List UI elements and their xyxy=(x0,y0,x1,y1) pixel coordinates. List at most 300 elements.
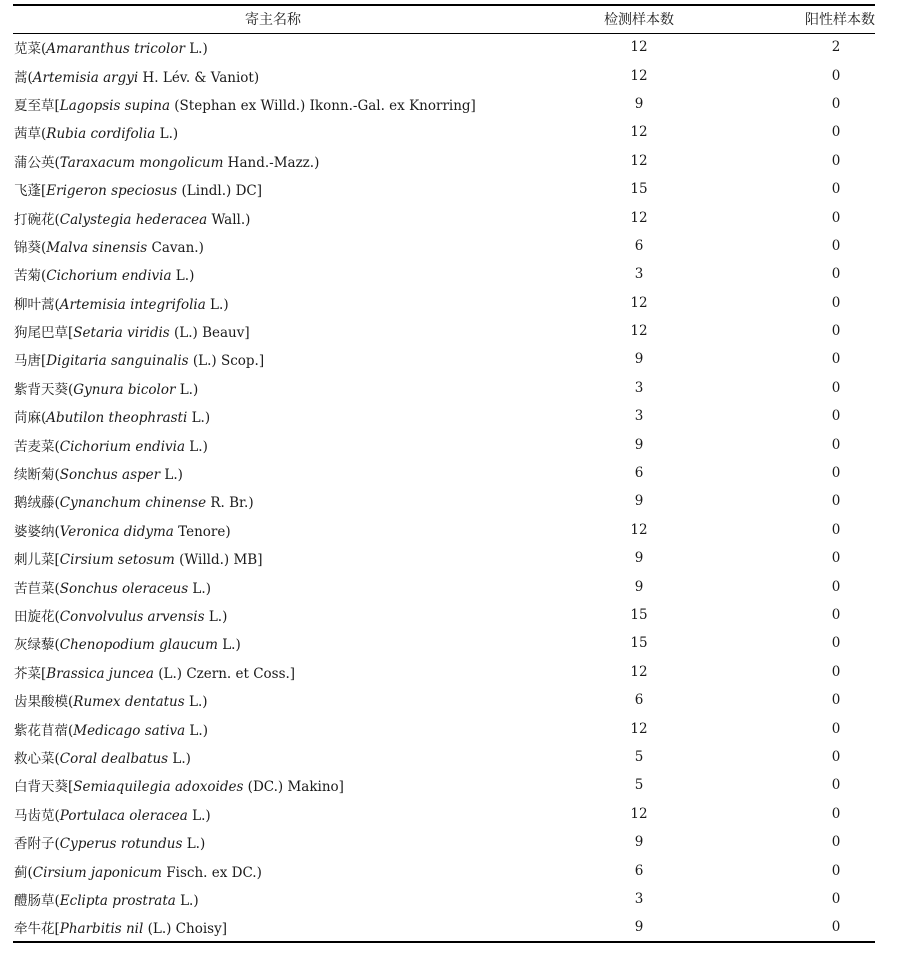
host-chinese-name: 苦麦菜 xyxy=(14,438,55,455)
positive-count-cell xyxy=(745,118,875,146)
host-name-cell xyxy=(13,118,533,146)
table-row xyxy=(13,289,875,317)
close-bracket: ] xyxy=(257,552,263,569)
positive-count-cell xyxy=(745,147,875,175)
open-bracket: ( xyxy=(54,296,60,313)
host-scientific-name: Abutilon theophrasti xyxy=(46,410,188,427)
open-bracket: [ xyxy=(41,183,47,200)
positive-count-value: 0 xyxy=(831,152,841,169)
close-bracket: ) xyxy=(222,609,228,625)
positive-count-cell xyxy=(745,629,875,657)
host-name-cell xyxy=(13,203,533,231)
host-authority: L. xyxy=(185,722,203,739)
host-authority: L. xyxy=(205,296,224,313)
host-chinese-name: 蓟 xyxy=(14,864,28,881)
positive-count-value: 0 xyxy=(831,493,841,510)
open-bracket: [ xyxy=(68,779,74,796)
positive-count-cell xyxy=(745,714,875,742)
host-authority: L. xyxy=(175,381,193,398)
tested-count-cell: 5 xyxy=(634,777,644,794)
host-scientific-name: Rubia cordifolia xyxy=(46,126,156,143)
open-bracket: ( xyxy=(54,580,60,597)
host-scientific-name: Taraxacum mongolicum xyxy=(59,154,224,171)
tested-count-cell: 6 xyxy=(634,465,644,482)
table-row xyxy=(13,544,875,572)
host-scientific-name: Calystegia hederacea xyxy=(59,211,208,228)
open-bracket: ( xyxy=(41,41,47,58)
host-chinese-name: 香附子 xyxy=(14,836,55,853)
table-row xyxy=(13,402,875,430)
positive-count-value: 0 xyxy=(831,266,841,283)
host-authority: (Stephan ex Willd.) Ikonn.-Gal. ex Knorring xyxy=(170,97,471,114)
positive-count-cell xyxy=(745,743,875,771)
table-row xyxy=(13,885,875,913)
host-name-cell xyxy=(13,90,533,118)
positive-count-cell xyxy=(745,487,875,515)
host-authority: Wall. xyxy=(207,211,246,228)
host-name-cell xyxy=(13,33,533,61)
table-row xyxy=(13,459,875,487)
host-authority: L. xyxy=(187,410,205,427)
open-bracket: ( xyxy=(68,694,74,711)
close-bracket: ) xyxy=(205,807,211,824)
close-bracket: ) xyxy=(202,722,208,739)
close-bracket: ) xyxy=(185,750,191,767)
tested-count-cell: 9 xyxy=(634,351,644,368)
tested-count-cell: 15 xyxy=(630,181,648,198)
host-chinese-name: 飞蓬 xyxy=(14,183,41,200)
table-row xyxy=(13,913,875,941)
host-authority: L. xyxy=(185,438,203,455)
positive-count-value: 0 xyxy=(831,720,841,737)
table-row xyxy=(13,572,875,600)
positive-count-value: 0 xyxy=(831,209,841,226)
host-authority: Hand.-Mazz. xyxy=(223,154,315,171)
host-scientific-name: Sonchus oleraceus xyxy=(59,580,189,597)
host-name-cell xyxy=(13,544,533,572)
open-bracket: [ xyxy=(41,353,47,370)
positive-count-value: 0 xyxy=(831,918,841,935)
close-bracket: ) xyxy=(199,836,206,853)
host-authority: L. xyxy=(187,807,206,824)
host-authority: L. xyxy=(188,580,206,597)
host-chinese-name: 蒲公英 xyxy=(14,154,55,171)
host-chinese-name: 马唐 xyxy=(14,353,41,370)
host-scientific-name: Cynanchum chinense xyxy=(59,495,207,512)
close-bracket: ) xyxy=(204,410,211,427)
header-tested-count: 检测样本数 xyxy=(533,5,745,33)
open-bracket: ( xyxy=(41,239,47,256)
positive-count-value: 0 xyxy=(831,862,841,879)
open-bracket: ( xyxy=(54,211,60,228)
positive-count-cell xyxy=(745,658,875,686)
host-scientific-name: Veronica didyma xyxy=(59,523,174,540)
positive-count-cell xyxy=(745,175,875,203)
table-row xyxy=(13,260,875,288)
tested-count-cell: 5 xyxy=(634,748,644,765)
tested-count-cell: 12 xyxy=(630,39,648,56)
close-bracket: ] xyxy=(256,183,263,200)
open-bracket: [ xyxy=(54,97,60,114)
close-bracket: ) xyxy=(225,523,231,540)
host-authority: L. xyxy=(217,637,236,654)
positive-count-cell xyxy=(745,459,875,487)
host-scientific-name: Semiaquilegia adoxoides xyxy=(73,779,244,796)
positive-count-value: 0 xyxy=(831,635,841,652)
positive-count-cell xyxy=(745,402,875,430)
tested-count-cell: 12 xyxy=(630,294,648,311)
open-bracket: ( xyxy=(27,864,33,881)
close-bracket: ] xyxy=(470,97,476,114)
close-bracket: ] xyxy=(221,920,227,937)
host-chinese-name: 婆婆纳 xyxy=(14,523,55,540)
table-row xyxy=(13,771,875,799)
host-authority: (L.) Czern. et Coss. xyxy=(153,665,290,682)
host-name-cell xyxy=(13,487,533,515)
open-bracket: [ xyxy=(54,552,60,569)
host-name-cell xyxy=(13,430,533,458)
tested-count-cell: 9 xyxy=(634,550,644,567)
table-body xyxy=(13,33,875,942)
table-row xyxy=(13,487,875,515)
host-authority: Tenore xyxy=(173,523,226,540)
table-row xyxy=(13,118,875,146)
positive-count-value: 0 xyxy=(831,379,841,396)
host-name-cell xyxy=(13,374,533,402)
positive-count-cell xyxy=(745,686,875,714)
open-bracket: ( xyxy=(54,609,60,625)
tested-count-cell: 9 xyxy=(533,913,745,941)
positive-count-value: 0 xyxy=(831,777,841,794)
table-row xyxy=(13,374,875,402)
host-chinese-name: 灰绿藜 xyxy=(14,637,55,654)
host-name-cell xyxy=(13,828,533,856)
header-positive-count: 阳性样本数 xyxy=(745,5,875,33)
close-bracket: ) xyxy=(205,580,211,597)
host-scientific-name: Amaranthus tricolor xyxy=(46,41,185,58)
host-scientific-name: Erigeron speciosus xyxy=(46,183,178,200)
host-scientific-name: Lagopsis supina xyxy=(59,97,170,114)
tested-count-cell: 3 xyxy=(634,379,644,396)
positive-count-value: 0 xyxy=(831,748,841,765)
host-chinese-name: 续断菊 xyxy=(14,467,55,484)
host-sample-table-container xyxy=(13,4,875,943)
host-chinese-name: 狗尾巴草 xyxy=(14,325,68,342)
positive-count-cell xyxy=(745,232,875,260)
table-row xyxy=(13,743,875,771)
host-name-cell xyxy=(13,402,533,430)
tested-count-cell: 9 xyxy=(634,95,644,112)
close-bracket: ) xyxy=(253,69,260,86)
positive-count-cell xyxy=(745,856,875,884)
tested-count-cell: 12 xyxy=(630,663,648,680)
host-scientific-name: Pharbitis nil xyxy=(59,920,144,937)
close-bracket: ) xyxy=(245,211,251,228)
host-scientific-name: Brassica juncea xyxy=(46,665,154,682)
tested-count-cell: 3 xyxy=(634,408,644,425)
close-bracket: ) xyxy=(177,467,183,484)
positive-count-value: 0 xyxy=(831,578,841,595)
table-row xyxy=(13,714,875,742)
positive-count-cell xyxy=(745,885,875,913)
host-authority: L. xyxy=(182,836,200,853)
tested-count-cell: 9 xyxy=(634,436,644,453)
host-chinese-name: 苘麻 xyxy=(14,410,41,427)
positive-count-cell xyxy=(745,61,875,89)
close-bracket: ] xyxy=(244,325,250,342)
table-row xyxy=(13,828,875,856)
close-bracket: ) xyxy=(193,892,199,909)
host-chinese-name: 马齿苋 xyxy=(14,807,55,824)
open-bracket: ( xyxy=(41,126,47,143)
open-bracket: ( xyxy=(54,523,60,540)
tested-count-cell: 6 xyxy=(634,692,644,709)
host-authority: L. xyxy=(155,126,173,143)
host-scientific-name: Cirsium setosum xyxy=(59,552,175,569)
host-name-cell xyxy=(13,572,533,600)
host-chinese-name: 紫花苜蓿 xyxy=(14,722,68,739)
tested-count-cell: 9 xyxy=(634,493,644,510)
table-row xyxy=(13,658,875,686)
positive-count-cell xyxy=(745,913,875,941)
positive-count-cell xyxy=(745,374,875,402)
close-bracket: ] xyxy=(338,779,344,796)
positive-count-cell xyxy=(745,345,875,373)
close-bracket: ] xyxy=(289,665,296,682)
positive-count-cell xyxy=(745,317,875,345)
table-row xyxy=(13,516,875,544)
open-bracket: [ xyxy=(54,920,60,937)
tested-count-cell: 6 xyxy=(634,862,644,879)
table-row xyxy=(13,203,875,231)
host-sample-table xyxy=(13,4,875,943)
positive-count-cell xyxy=(745,516,875,544)
open-bracket: [ xyxy=(41,665,47,682)
positive-count-value: 0 xyxy=(831,550,841,567)
close-bracket: ) xyxy=(198,239,204,256)
host-name-cell xyxy=(13,516,533,544)
host-name-cell xyxy=(13,629,533,657)
open-bracket: ( xyxy=(54,438,60,455)
tested-count-cell: 15 xyxy=(630,607,648,623)
host-name-cell xyxy=(13,345,533,373)
positive-count-value: 0 xyxy=(831,465,841,482)
host-authority: (Willd.) MB xyxy=(174,552,258,569)
open-bracket: ( xyxy=(41,410,47,427)
positive-count-value: 0 xyxy=(831,436,841,453)
host-scientific-name: Convolvulus arvensis xyxy=(59,609,205,625)
host-name-cell xyxy=(13,61,533,89)
table-row xyxy=(13,601,875,629)
open-bracket: ( xyxy=(54,750,60,767)
host-authority: L. xyxy=(184,41,203,58)
open-bracket: ( xyxy=(54,154,60,171)
host-name-cell xyxy=(13,913,533,941)
positive-count-cell xyxy=(745,771,875,799)
tested-count-cell: 3 xyxy=(634,266,644,283)
host-scientific-name: Coral dealbatus xyxy=(59,750,169,767)
open-bracket: ( xyxy=(68,722,74,739)
tested-count-cell: 15 xyxy=(630,635,648,652)
host-chinese-name: 蒿 xyxy=(14,69,28,86)
positive-count-cell xyxy=(745,800,875,828)
positive-count-cell xyxy=(745,430,875,458)
table-row xyxy=(13,175,875,203)
table-row xyxy=(13,345,875,373)
host-name-cell xyxy=(13,743,533,771)
positive-count-value: 0 xyxy=(831,323,841,340)
positive-count-cell xyxy=(745,572,875,600)
positive-count-value: 2 xyxy=(831,39,841,56)
tested-count-cell: 9 xyxy=(634,578,644,595)
host-chinese-name: 醴肠草 xyxy=(14,892,55,909)
host-name-cell xyxy=(13,232,533,260)
host-authority: H. Lév. & Vaniot xyxy=(138,69,254,86)
host-authority: L. xyxy=(175,892,194,909)
host-name-cell xyxy=(13,459,533,487)
host-scientific-name: Setaria viridis xyxy=(73,325,170,342)
positive-count-cell xyxy=(745,828,875,856)
table-row xyxy=(13,61,875,89)
close-bracket: ) xyxy=(192,381,199,398)
open-bracket: ( xyxy=(54,836,60,853)
tested-count-cell: 3 xyxy=(634,890,644,907)
tested-count-cell: 9 xyxy=(634,834,644,851)
host-scientific-name: Cichorium endivia xyxy=(59,438,186,455)
positive-count-value: 0 xyxy=(831,834,841,851)
host-chinese-name: 紫背天葵 xyxy=(14,381,68,398)
host-chinese-name: 救心菜 xyxy=(14,750,55,767)
table-row xyxy=(13,33,875,61)
header-host-name: 寄主名称 xyxy=(13,5,533,33)
host-authority: Fisch. ex DC. xyxy=(162,864,257,881)
host-chinese-name: 鹅绒藤 xyxy=(14,495,55,512)
open-bracket: ( xyxy=(54,807,60,824)
close-bracket: ) xyxy=(248,495,254,512)
table-row xyxy=(13,856,875,884)
host-chinese-name: 刺儿菜 xyxy=(14,552,55,569)
host-authority: R. Br. xyxy=(206,495,249,512)
close-bracket: ) xyxy=(223,296,229,313)
positive-count-value: 0 xyxy=(831,351,841,368)
positive-count-value: 0 xyxy=(831,95,841,112)
positive-count-value: 0 xyxy=(831,181,841,198)
host-authority: (L.) Scop. xyxy=(188,353,259,370)
host-authority: (L.) Choisy xyxy=(143,920,222,937)
host-chinese-name: 锦葵 xyxy=(14,239,41,256)
host-scientific-name: Cyperus rotundus xyxy=(59,836,183,853)
tested-count-cell: 12 xyxy=(630,152,648,169)
table-row xyxy=(13,90,875,118)
host-name-cell xyxy=(13,686,533,714)
positive-count-value: 0 xyxy=(831,237,841,254)
open-bracket: ( xyxy=(68,381,74,398)
open-bracket: [ xyxy=(68,325,74,342)
host-chinese-name: 牵牛花 xyxy=(14,920,55,937)
host-authority: Cavan. xyxy=(147,239,199,256)
host-scientific-name: Cirsium japonicum xyxy=(32,864,162,881)
host-name-cell xyxy=(13,601,533,629)
close-bracket: ) xyxy=(202,694,208,711)
positive-count-value: 0 xyxy=(831,124,841,141)
host-scientific-name: Sonchus asper xyxy=(59,467,161,484)
close-bracket: ) xyxy=(202,438,208,455)
open-bracket: ( xyxy=(54,637,60,654)
host-scientific-name: Eclipta prostrata xyxy=(59,892,176,909)
host-chinese-name: 打碗花 xyxy=(14,211,55,228)
positive-count-value: 0 xyxy=(831,408,841,425)
host-name-cell xyxy=(13,147,533,175)
host-name-cell xyxy=(13,856,533,884)
table-row xyxy=(13,147,875,175)
host-chinese-name: 苋菜 xyxy=(14,41,41,58)
tested-count-cell: 12 xyxy=(630,209,648,226)
close-bracket: ) xyxy=(172,126,179,143)
host-scientific-name: Malva sinensis xyxy=(46,239,148,256)
table-row xyxy=(13,317,875,345)
host-name-cell xyxy=(13,175,533,203)
positive-count-cell xyxy=(745,544,875,572)
host-name-cell xyxy=(13,317,533,345)
host-scientific-name: Medicago sativa xyxy=(73,722,186,739)
close-bracket: ) xyxy=(256,864,262,881)
positive-count-cell xyxy=(745,33,875,61)
close-bracket: ) xyxy=(202,41,208,58)
host-scientific-name: Digitaria sanguinalis xyxy=(46,353,189,370)
host-authority: (L.) Beauv xyxy=(169,325,245,342)
tested-count-cell: 12 xyxy=(630,67,648,84)
host-scientific-name: Portulaca oleracea xyxy=(59,807,188,824)
host-scientific-name: Cichorium endivia xyxy=(46,268,172,285)
host-chinese-name: 夏至草 xyxy=(14,97,55,114)
host-name-cell xyxy=(13,885,533,913)
tested-count-cell: 12 xyxy=(630,521,648,538)
host-name-cell xyxy=(13,800,533,828)
host-name-cell xyxy=(13,260,533,288)
host-scientific-name: Artemisia integrifolia xyxy=(59,296,206,313)
host-authority: L. xyxy=(184,694,203,711)
positive-count-value: 0 xyxy=(831,805,841,822)
table-row xyxy=(13,430,875,458)
host-scientific-name: Rumex dentatus xyxy=(73,694,185,711)
positive-count-cell xyxy=(745,203,875,231)
positive-count-value: 0 xyxy=(831,692,841,709)
table-row xyxy=(13,232,875,260)
tested-count-cell: 12 xyxy=(630,124,648,141)
host-authority: (Lindl.) DC xyxy=(177,183,257,200)
host-authority: L. xyxy=(171,268,190,285)
host-chinese-name: 茜草 xyxy=(14,126,41,143)
table-row xyxy=(13,629,875,657)
host-scientific-name: Artemisia argyi xyxy=(32,69,139,86)
table-header-row xyxy=(13,5,875,33)
positive-count-value: 0 xyxy=(831,663,841,680)
close-bracket: ) xyxy=(314,154,320,171)
host-name-cell xyxy=(13,658,533,686)
tested-count-cell: 12 xyxy=(630,720,648,737)
host-chinese-name: 柳叶蒿 xyxy=(14,296,55,313)
host-name-cell xyxy=(13,289,533,317)
positive-count-value: 0 xyxy=(831,294,841,311)
host-authority: L. xyxy=(168,750,186,767)
open-bracket: ( xyxy=(41,268,47,285)
host-name-cell xyxy=(13,771,533,799)
host-scientific-name: Chenopodium glaucum xyxy=(59,637,218,654)
open-bracket: ( xyxy=(54,495,60,512)
positive-count-cell xyxy=(745,601,875,629)
host-chinese-name: 田旋花 xyxy=(14,609,55,625)
table-row xyxy=(13,800,875,828)
